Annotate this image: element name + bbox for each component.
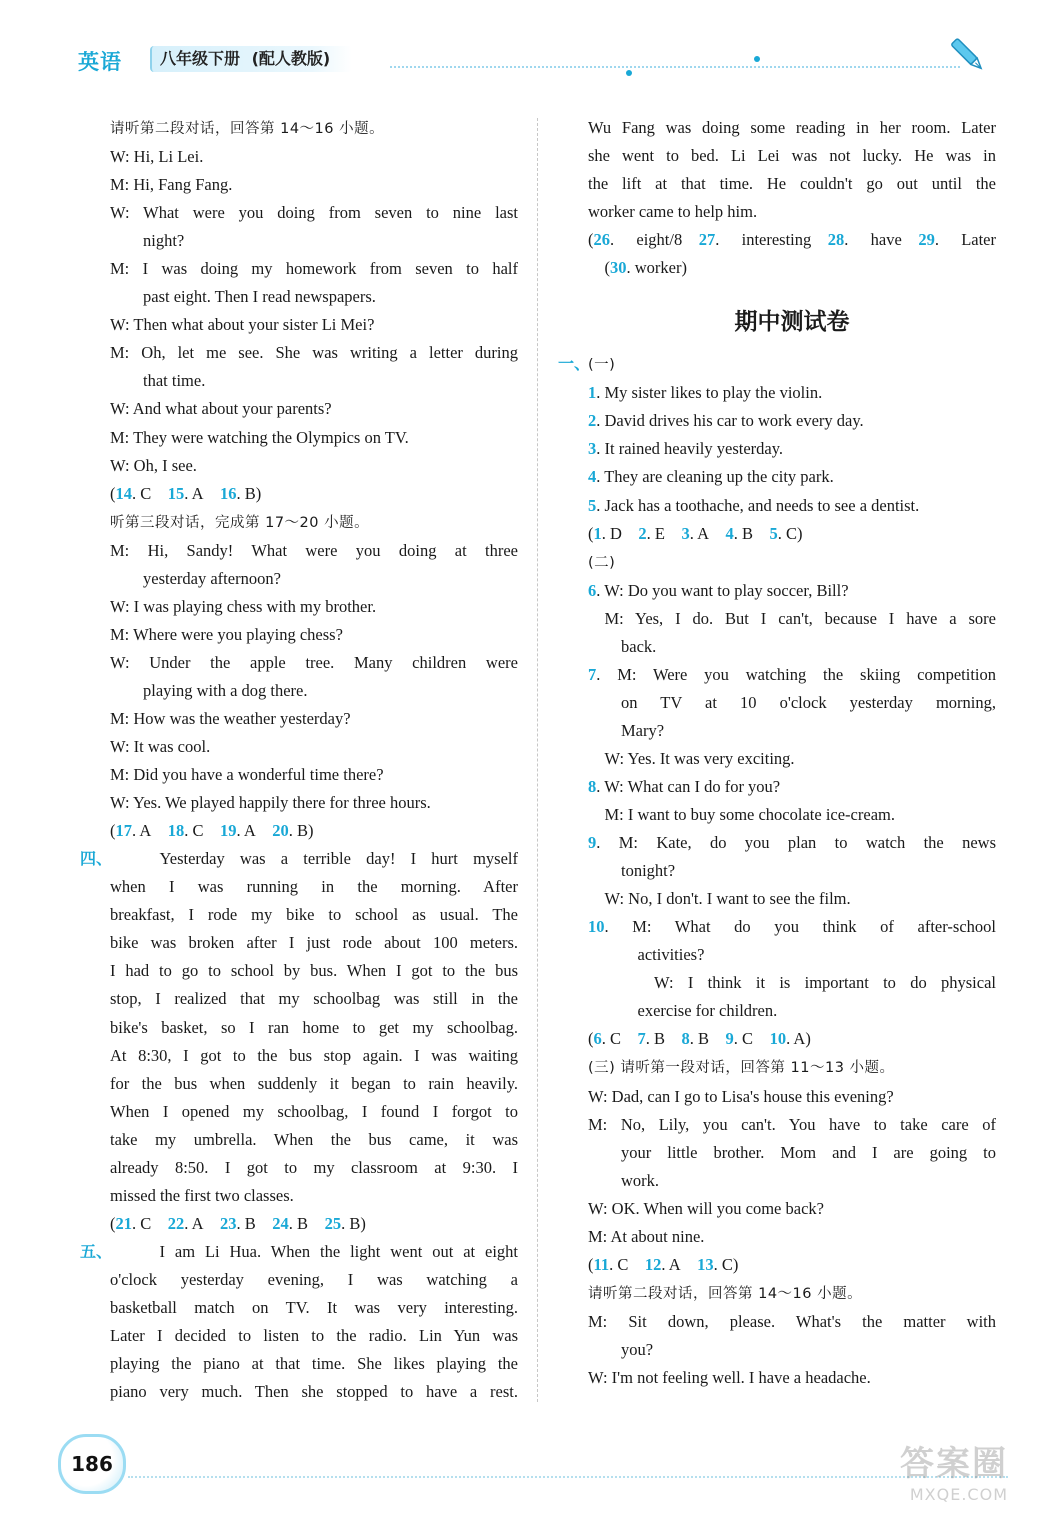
text-line <box>588 492 996 520</box>
page-number: 186 <box>71 1452 113 1476</box>
line-text: . W: What can I do for you? <box>596 776 781 796</box>
line-text: yesterday afternoon? <box>143 568 281 588</box>
answer-value: . B) <box>341 1213 366 1233</box>
item-number: 10 <box>588 917 605 937</box>
answer-number: 28 <box>827 230 845 250</box>
grade-book-label <box>150 46 352 72</box>
text-line <box>110 255 518 283</box>
line-text: W: Yes. It was very exciting. <box>604 748 795 768</box>
text-line <box>588 170 996 198</box>
text-line: (17. A 18. C 19. A 20. B) <box>110 821 314 841</box>
line-text: (一) <box>588 357 616 374</box>
text-line <box>588 773 996 801</box>
answer-number: 4 <box>725 523 734 543</box>
answer-number: 29 <box>918 230 935 250</box>
text-line <box>110 114 518 143</box>
answer-number: 13 <box>697 1254 714 1274</box>
text-line <box>110 1098 518 1126</box>
line-text: I am Li Hua. When the light went out at eight <box>159 1241 518 1261</box>
text-line <box>110 311 518 339</box>
text-line <box>588 548 996 577</box>
line-text: she went to bed. Li Lei was not lucky. He was in <box>588 146 996 166</box>
answer-value: . have <box>844 230 902 250</box>
line-text: playing the piano at that time. She likes playing the <box>110 1354 518 1374</box>
text-line <box>110 283 518 311</box>
line-text: work. <box>621 1170 660 1190</box>
watermark-logo: 答案圈 MXQE.COM <box>900 1444 1008 1504</box>
text-line <box>588 745 996 773</box>
line-text: your little brother. Mom and I are going to <box>621 1142 996 1162</box>
answer-number: 15 <box>167 483 185 503</box>
line-text: back. <box>621 636 657 656</box>
text-line <box>110 985 518 1013</box>
item-number: 9 <box>588 833 597 853</box>
text-line <box>588 379 996 407</box>
text-line <box>110 452 518 480</box>
line-text: I had to go to school by bus. When I got to the bus <box>110 961 518 981</box>
subject-label: 英语 <box>78 50 122 74</box>
text-line <box>110 873 518 901</box>
answer-value: . B <box>645 1029 666 1049</box>
answer-value: . C <box>132 483 152 503</box>
answer-number: 9 <box>725 1029 734 1049</box>
text-line: (21. C 22. A 23. B 24. B 25. B) <box>110 1213 366 1233</box>
answer-number: 8 <box>681 1029 690 1049</box>
line-text: past eight. Then I read newspapers. <box>143 287 376 307</box>
line-text: W: What were you doing from seven to nine last <box>110 203 518 223</box>
line-text: M: Oh, let me see. She was writing a letter during <box>110 343 518 363</box>
text-line <box>588 913 996 941</box>
answer-number: 25 <box>324 1213 342 1233</box>
text-line <box>110 593 518 621</box>
text-line: (11. C 12. A 13. C) <box>588 1254 739 1274</box>
line-text: missed the first two classes. <box>110 1185 294 1205</box>
answer-number: 26 <box>593 230 610 250</box>
pen-icon <box>946 34 990 83</box>
text-line <box>110 705 518 733</box>
header-dot <box>754 56 760 62</box>
text-line <box>110 1378 518 1406</box>
line-text: M: At about nine. <box>588 1226 705 1246</box>
line-text: piano very much. Then she stopped to have a rest. <box>110 1382 518 1402</box>
answer-number: 27 <box>698 230 716 250</box>
answer-number: 5 <box>769 523 778 543</box>
line-text: Mary? <box>621 720 665 740</box>
answer-number: 14 <box>115 483 132 503</box>
text-line <box>110 1014 518 1042</box>
text-line <box>110 733 518 761</box>
text-line: (1. D 2. E 3. A 4. B 5. C) <box>588 523 803 543</box>
answer-value: . C <box>733 1029 754 1049</box>
text-line <box>588 1223 996 1251</box>
text-line <box>558 350 996 379</box>
right-column <box>558 114 997 1392</box>
item-number: 6 <box>588 580 597 600</box>
text-line: (30. worker) <box>604 258 687 278</box>
line-text: you? <box>621 1339 654 1359</box>
line-text: . M: Were you watching the skiing competition <box>596 664 996 684</box>
text-line <box>110 1350 518 1378</box>
line-text: . M: Kate, do you plan to watch the news <box>596 833 996 853</box>
text-line <box>110 199 518 227</box>
answer-value: . C <box>184 821 204 841</box>
text-line <box>588 1111 996 1139</box>
text-line <box>588 114 996 142</box>
section-marker: 五、 <box>80 1241 113 1261</box>
text-line <box>588 1279 996 1308</box>
item-number: 2 <box>588 411 597 431</box>
line-text: . W: Do you want to play soccer, Bill? <box>596 580 849 600</box>
text-line <box>588 941 996 969</box>
line-text: bike was broken after I just rode about 100 meters. <box>110 933 518 953</box>
line-text: M: I want to buy some chocolate ice-cream. <box>604 805 895 825</box>
text-line <box>588 689 996 717</box>
item-number: 8 <box>588 776 597 796</box>
line-text: . They are cleaning up the city park. <box>596 467 834 487</box>
answer-value: . B <box>733 523 754 543</box>
line-text: . Jack has a toothache, and needs to see a dentist. <box>596 495 920 515</box>
text-line <box>110 395 518 423</box>
line-text: that time. <box>143 371 206 391</box>
line-text: M: How was the weather yesterday? <box>110 708 351 728</box>
answer-value: . B) <box>236 483 262 503</box>
line-text: . It rained heavily yesterday. <box>596 439 784 459</box>
text-line <box>588 198 996 226</box>
right-main-block <box>558 350 996 1392</box>
column-divider <box>537 118 538 1402</box>
text-line <box>588 801 996 829</box>
text-line <box>588 407 996 435</box>
text-line <box>80 845 518 873</box>
text-line <box>110 424 518 452</box>
answer-value: . A <box>236 821 256 841</box>
right-top-block <box>588 114 996 282</box>
text-line <box>110 1266 518 1294</box>
text-line <box>588 605 996 633</box>
line-text: Wu Fang was doing some reading in her room. Later <box>588 118 996 137</box>
text-line <box>110 621 518 649</box>
line-text: basketball match on TV. It was very interesting. <box>110 1297 518 1317</box>
line-text: 请听第二段对话，回答第 14～16 小题。 <box>588 1285 863 1302</box>
text-line <box>588 829 996 857</box>
text-line <box>110 929 518 957</box>
answer-value: . D <box>601 523 622 543</box>
header-dotted-line <box>390 66 960 68</box>
header-dot <box>626 70 632 76</box>
text-line <box>588 885 996 913</box>
line-text: W: Oh, I see. <box>110 455 197 475</box>
answer-number: 1 <box>593 523 602 543</box>
text-line <box>80 1238 518 1266</box>
left-column <box>80 114 518 1406</box>
answer-value: . A <box>689 523 710 543</box>
answer-value: . C <box>132 1213 152 1233</box>
line-text: M: Hi, Sandy! What were you doing at three <box>110 540 518 560</box>
text-line: (26. eight/8 27. interesting 28. have 29. Later <box>588 230 997 250</box>
text-line <box>110 227 518 255</box>
answer-value: . eight/8 <box>610 230 683 250</box>
answer-number: 7 <box>637 1029 646 1049</box>
line-text: M: I was doing my homework from seven to half <box>110 259 518 279</box>
text-line <box>110 957 518 985</box>
line-text: for the bus when suddenly it began to rain heavily. <box>110 1073 518 1093</box>
page-header <box>78 44 1008 76</box>
text-line <box>588 1195 996 1223</box>
line-text: o'clock yesterday evening, I was watching a <box>110 1269 518 1289</box>
line-text: When I opened my schoolbag, I found I forgot to <box>110 1101 518 1121</box>
answer-number: 23 <box>220 1213 237 1233</box>
text-line <box>588 1139 996 1167</box>
answer-value: . C <box>601 1029 622 1049</box>
line-text: . David drives his car to work every day. <box>596 411 864 431</box>
line-text: W: No, I don't. I want to see the film. <box>604 889 851 909</box>
line-text: bike's basket, so I ran home to get my schoolbag. <box>110 1017 518 1037</box>
line-text: W: It was cool. <box>110 737 211 757</box>
item-number: 7 <box>588 664 597 684</box>
text-line <box>110 1070 518 1098</box>
answer-value: . C) <box>713 1254 739 1274</box>
line-text: breakfast, I rode my bike to school as usual. The <box>110 905 518 925</box>
text-line <box>110 649 518 677</box>
line-text: M: Hi, Fang Fang. <box>110 175 233 195</box>
line-text: night? <box>143 231 185 251</box>
answer-number: 3 <box>681 523 690 543</box>
line-text: (三) 请听第一段对话，回答第 11～13 小题。 <box>588 1060 895 1077</box>
line-text: W: OK. When will you come back? <box>588 1198 824 1218</box>
answer-number: 6 <box>593 1029 602 1049</box>
text-line <box>110 1126 518 1154</box>
line-text: exercise for children. <box>637 1001 778 1021</box>
answer-value: . C) <box>777 523 803 543</box>
text-line <box>110 1322 518 1350</box>
section-title: 期中测试卷 <box>734 309 850 336</box>
answer-value: . B <box>689 1029 710 1049</box>
line-text: Later I decided to listen to the radio. Lin Yun was <box>110 1326 518 1346</box>
answer-value: . C <box>609 1254 629 1274</box>
line-text: . My sister likes to play the violin. <box>596 383 823 403</box>
text-line <box>110 789 518 817</box>
answer-value: . A <box>184 483 204 503</box>
line-text: . M: What do you think of after-school <box>604 917 996 937</box>
line-text: when I was running in the morning. After <box>110 877 518 897</box>
page-footer <box>40 1428 1020 1504</box>
answer-value: . A <box>184 1213 204 1233</box>
answer-value: . worker) <box>626 258 687 278</box>
text-line <box>588 1336 996 1364</box>
answer-value: . B) <box>288 821 314 841</box>
answer-number: 2 <box>638 523 647 543</box>
answer-value: . A) <box>786 1029 811 1049</box>
line-text: W: Hi, Li Lei. <box>110 147 204 167</box>
answer-value: . A <box>132 821 152 841</box>
line-text: the lift at that time. He couldn't go out until the <box>588 174 996 194</box>
line-text: M: Yes, I do. But I can't, because I have a sore <box>604 608 996 628</box>
text-line <box>588 142 996 170</box>
line-text: (二) <box>588 554 616 571</box>
answer-number: 22 <box>167 1213 185 1233</box>
text-line: (6. C 7. B 8. B 9. C 10. A) <box>588 1029 811 1049</box>
line-text: worker came to help him. <box>588 202 758 222</box>
line-text: W: I was playing chess with my brother. <box>110 596 377 616</box>
text-line <box>588 1053 996 1082</box>
text-line <box>110 1042 518 1070</box>
text-line <box>110 508 518 537</box>
item-number: 1 <box>588 383 597 403</box>
line-text: W: Yes. We played happily there for three hours. <box>110 793 431 813</box>
line-text: activities? <box>637 945 705 965</box>
line-text: W: Dad, can I go to Lisa's house this evening? <box>588 1086 894 1106</box>
answer-value: . A <box>661 1254 681 1274</box>
answer-value: . B <box>288 1213 309 1233</box>
text-line <box>588 997 996 1025</box>
item-number: 5 <box>588 495 597 515</box>
text-line <box>110 761 518 789</box>
answer-value: . E <box>646 523 666 543</box>
line-text: 请听第二段对话，回答第 14～16 小题。 <box>110 121 385 137</box>
text-line <box>110 367 518 395</box>
answer-number: 16 <box>220 483 237 503</box>
text-line <box>110 339 518 367</box>
line-text: already 8:50. I got to my classroom at 9:30. I <box>110 1157 518 1177</box>
line-text: W: And what about your parents? <box>110 399 332 419</box>
text-line <box>110 537 518 565</box>
line-text: take my umbrella. When the bus came, it was <box>110 1129 518 1149</box>
line-text: on TV at 10 o'clock yesterday morning, <box>621 692 996 712</box>
text-line <box>588 717 996 745</box>
line-text: stop, I realized that my schoolbag was still in the <box>110 989 518 1009</box>
line-text: M: Sit down, please. What's the matter with <box>588 1311 996 1331</box>
text-line <box>588 1167 996 1195</box>
line-text: W: I'm not feeling well. I have a headache. <box>588 1367 871 1387</box>
line-text: playing with a dog there. <box>143 680 308 700</box>
line-text: W: Then what about your sister Li Mei? <box>110 315 375 335</box>
text-line <box>588 1308 996 1336</box>
text-line <box>110 1182 518 1210</box>
answer-number: 11 <box>593 1254 610 1274</box>
line-text: At 8:30, I got to the bus stop again. I was waiting <box>110 1045 518 1065</box>
text-line <box>110 565 518 593</box>
answer-value: . B <box>236 1213 256 1233</box>
text-line <box>588 1364 996 1392</box>
text-line <box>110 1154 518 1182</box>
answer-number: 20 <box>272 821 289 841</box>
grade-text: 八年级下册 <box>160 49 241 68</box>
text-line <box>588 463 996 491</box>
answer-number: 21 <box>115 1213 132 1233</box>
section-marker: 四、 <box>80 849 113 869</box>
answer-value: . interesting <box>715 230 812 250</box>
text-line <box>110 901 518 929</box>
line-text: 听第三段对话，完成第 17～20 小题。 <box>110 514 370 531</box>
edition-text: (配人教版) <box>251 49 331 68</box>
text-line <box>588 1083 996 1111</box>
text-line <box>588 577 996 605</box>
line-text: M: No, Lily, you can't. You have to take care of <box>588 1114 996 1134</box>
answer-value: . Later <box>934 230 997 250</box>
item-number: 3 <box>588 439 597 459</box>
answer-number: 18 <box>167 821 185 841</box>
text-line <box>110 677 518 705</box>
answer-number: 17 <box>115 821 132 841</box>
section-marker: 一、 <box>558 354 591 374</box>
line-text: W: Under the apple tree. Many children were <box>110 652 518 672</box>
text-line <box>588 661 996 689</box>
text-line <box>110 1294 518 1322</box>
line-text: M: Where were you playing chess? <box>110 624 343 644</box>
line-text: Yesterday was a terrible day! I hurt myself <box>159 849 518 869</box>
text-line: (14. C 15. A 16. B) <box>110 483 262 503</box>
text-line <box>588 435 996 463</box>
answer-number: 10 <box>769 1029 787 1049</box>
text-line <box>588 633 996 661</box>
line-text: W: I think it is important to do physical <box>654 973 996 993</box>
line-text: M: Did you have a wonderful time there? <box>110 765 384 785</box>
text-line <box>110 143 518 171</box>
text-line <box>588 969 996 997</box>
item-number: 4 <box>588 467 597 487</box>
text-line <box>588 857 996 885</box>
page-number-badge <box>58 1434 126 1494</box>
answer-number: 30 <box>610 258 627 278</box>
line-text: M: They were watching the Olympics on TV. <box>110 427 409 447</box>
answer-number: 24 <box>272 1213 289 1233</box>
answer-number: 12 <box>644 1254 662 1274</box>
text-line <box>110 171 518 199</box>
line-text: tonight? <box>621 861 676 881</box>
answer-number: 19 <box>220 821 237 841</box>
